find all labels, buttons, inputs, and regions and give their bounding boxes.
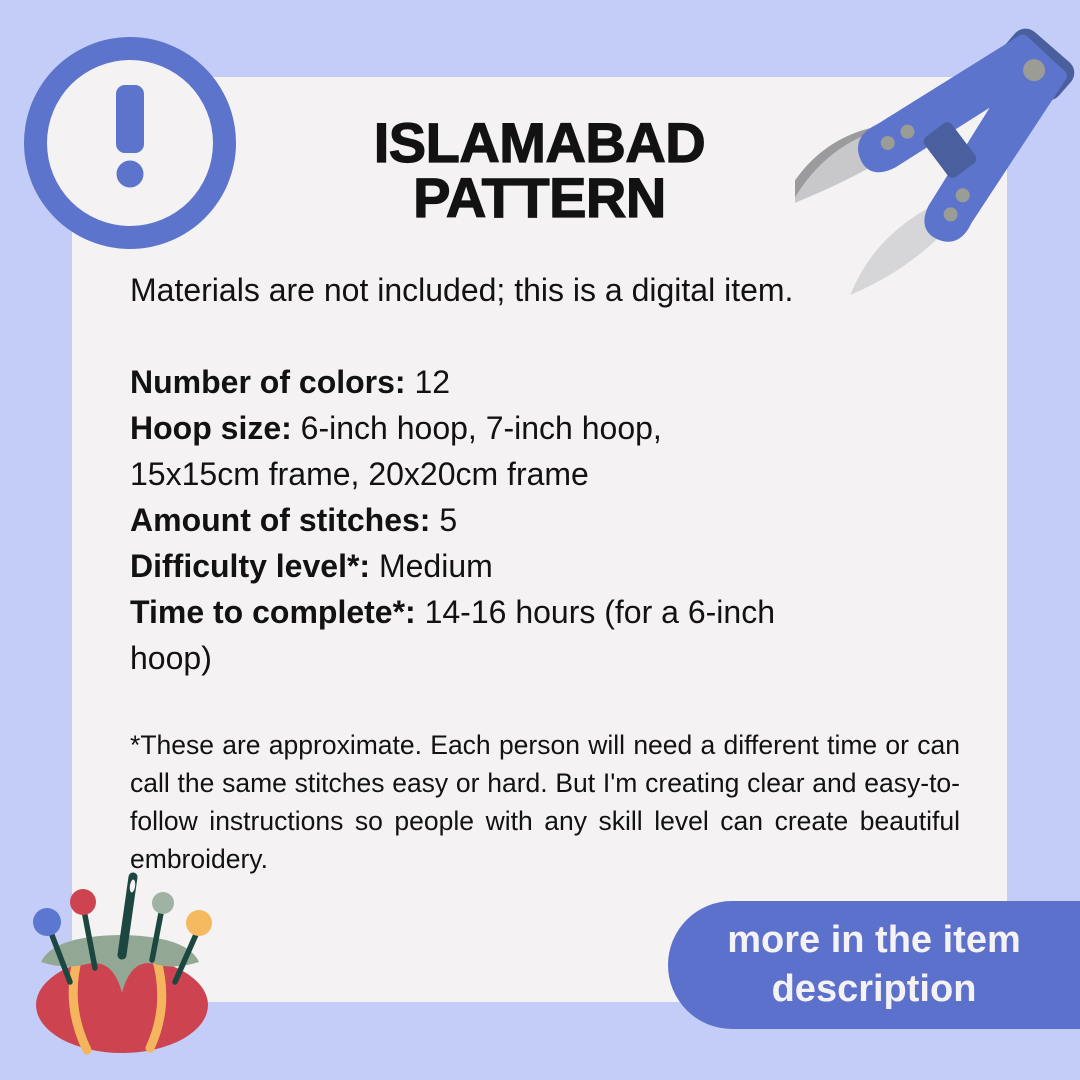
spacer bbox=[130, 313, 960, 359]
title-line-1: ISLAMABAD bbox=[373, 111, 706, 174]
footnote-text: *These are approximate. Each person will need a different time or can call the same stitches easy or hard. But I'm creating clear and easy-to-follow instructions so people with any skill level can create beautiful embroidery. bbox=[130, 730, 960, 874]
spec-value: 12 bbox=[405, 364, 451, 400]
spec-hoop-size-cont bbox=[130, 451, 960, 497]
spec-value: 15x15cm frame, 20x20cm frame bbox=[130, 456, 589, 492]
spec-value: hoop) bbox=[130, 640, 212, 676]
pincushion-icon bbox=[15, 860, 225, 1070]
spec-value: 6-inch hoop, 7-inch hoop, bbox=[291, 410, 662, 446]
pattern-details bbox=[130, 267, 960, 878]
thread-snips-icon bbox=[795, 5, 1080, 305]
spec-time-to-complete-cont bbox=[130, 635, 960, 681]
spec-value: 5 bbox=[430, 502, 458, 538]
spec-label: Difficulty level*: bbox=[130, 548, 371, 584]
alert-circle-icon bbox=[10, 25, 250, 265]
spec-label: Hoop size: bbox=[130, 410, 292, 446]
title-line-2: PATTERN bbox=[413, 166, 666, 229]
intro-text: Materials are not included; this is a digital item. bbox=[130, 272, 794, 308]
spec-value: Medium bbox=[370, 548, 493, 584]
more-info-button-label: more in the item description bbox=[727, 919, 1021, 1010]
spec-time-to-complete bbox=[130, 589, 960, 635]
spec-amount-of-stitches bbox=[130, 497, 960, 543]
spec-label: Amount of stitches: bbox=[130, 502, 431, 538]
spec-number-of-colors bbox=[130, 359, 960, 405]
spec-hoop-size bbox=[130, 405, 960, 451]
more-info-button[interactable] bbox=[668, 901, 1080, 1029]
spec-difficulty-level bbox=[130, 543, 960, 589]
spec-value: 14-16 hours (for a 6-inch bbox=[415, 594, 775, 630]
spec-label: Time to complete*: bbox=[130, 594, 416, 630]
spec-label: Number of colors: bbox=[130, 364, 406, 400]
